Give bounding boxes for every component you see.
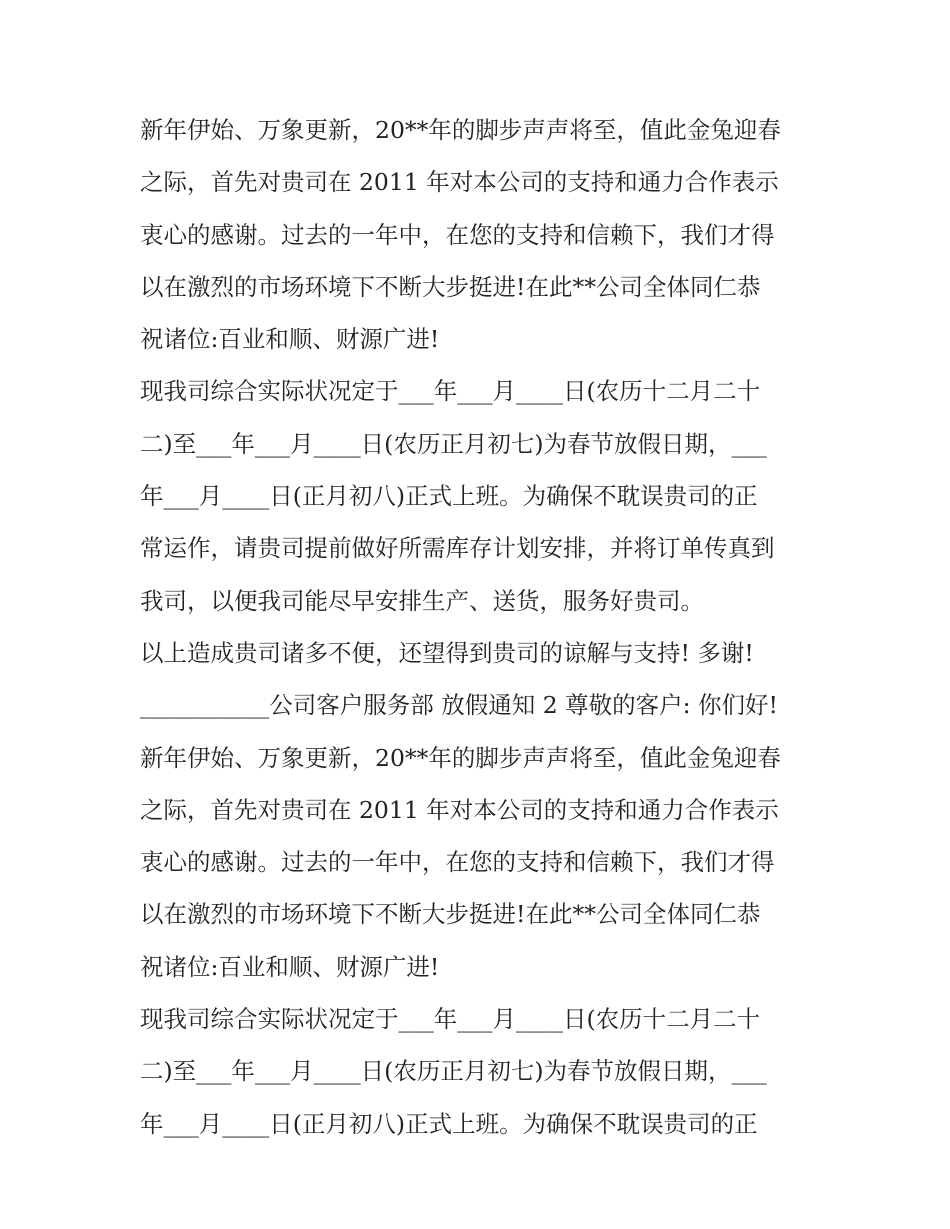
text-line: 以在激烈的市场环境下不断大步挺进!在此**公司全体同仁恭 <box>140 272 761 301</box>
text-line: 以在激烈的市场环境下不断大步挺进!在此**公司全体同仁恭 <box>140 900 761 929</box>
text-line: 常运作，请贵司提前做好所需库存计划安排，并将订单传真到 <box>140 534 775 563</box>
text-line: 二)至___年___月____日(农历正月初七)为春节放假日期，___ <box>140 1057 767 1086</box>
text-line: 祝诸位:百业和顺、财源广进! <box>140 325 440 354</box>
text-line: 年___月____日(正月初八)正式上班。为确保不耽误贵司的正 <box>140 482 758 511</box>
text-line: 二)至___年___月____日(农历正月初七)为春节放假日期，___ <box>140 429 767 458</box>
text-line: 衷心的感谢。过去的一年中，在您的支持和信赖下，我们才得 <box>140 848 775 877</box>
text-line: 新年伊始、万象更新，20**年的脚步声声将至，值此金兔迎春 <box>140 743 781 772</box>
text-line: 以上造成贵司诸多不便，还望得到贵司的谅解与支持! 多谢! <box>140 638 754 667</box>
text-line: 新年伊始、万象更新，20**年的脚步声声将至，值此金兔迎春 <box>140 116 781 144</box>
text-line: 年___月____日(正月初八)正式上班。为确保不耽误贵司的正 <box>140 1109 758 1138</box>
text-line: 祝诸位:百业和顺、财源广进! <box>140 952 440 981</box>
text-line: 之际，首先对贵司在 2011 年对本公司的支持和通力合作表示 <box>140 795 779 824</box>
document-page <box>140 104 820 1150</box>
text-line: 衷心的感谢。过去的一年中，在您的支持和信赖下，我们才得 <box>140 220 775 249</box>
text-line: 我司，以便我司能尽早安排生产、送货，服务好贵司。 <box>140 586 704 615</box>
text-line: 现我司综合实际状况定于___年___月____日(农历十二月二十 <box>140 377 761 406</box>
text-line: ___________公司客户服务部 放假通知 2 尊敬的客户: 你们好! <box>140 691 778 720</box>
text-line: 之际，首先对贵司在 2011 年对本公司的支持和通力合作表示 <box>140 168 779 197</box>
text-line: 现我司综合实际状况定于___年___月____日(农历十二月二十 <box>140 1005 761 1034</box>
